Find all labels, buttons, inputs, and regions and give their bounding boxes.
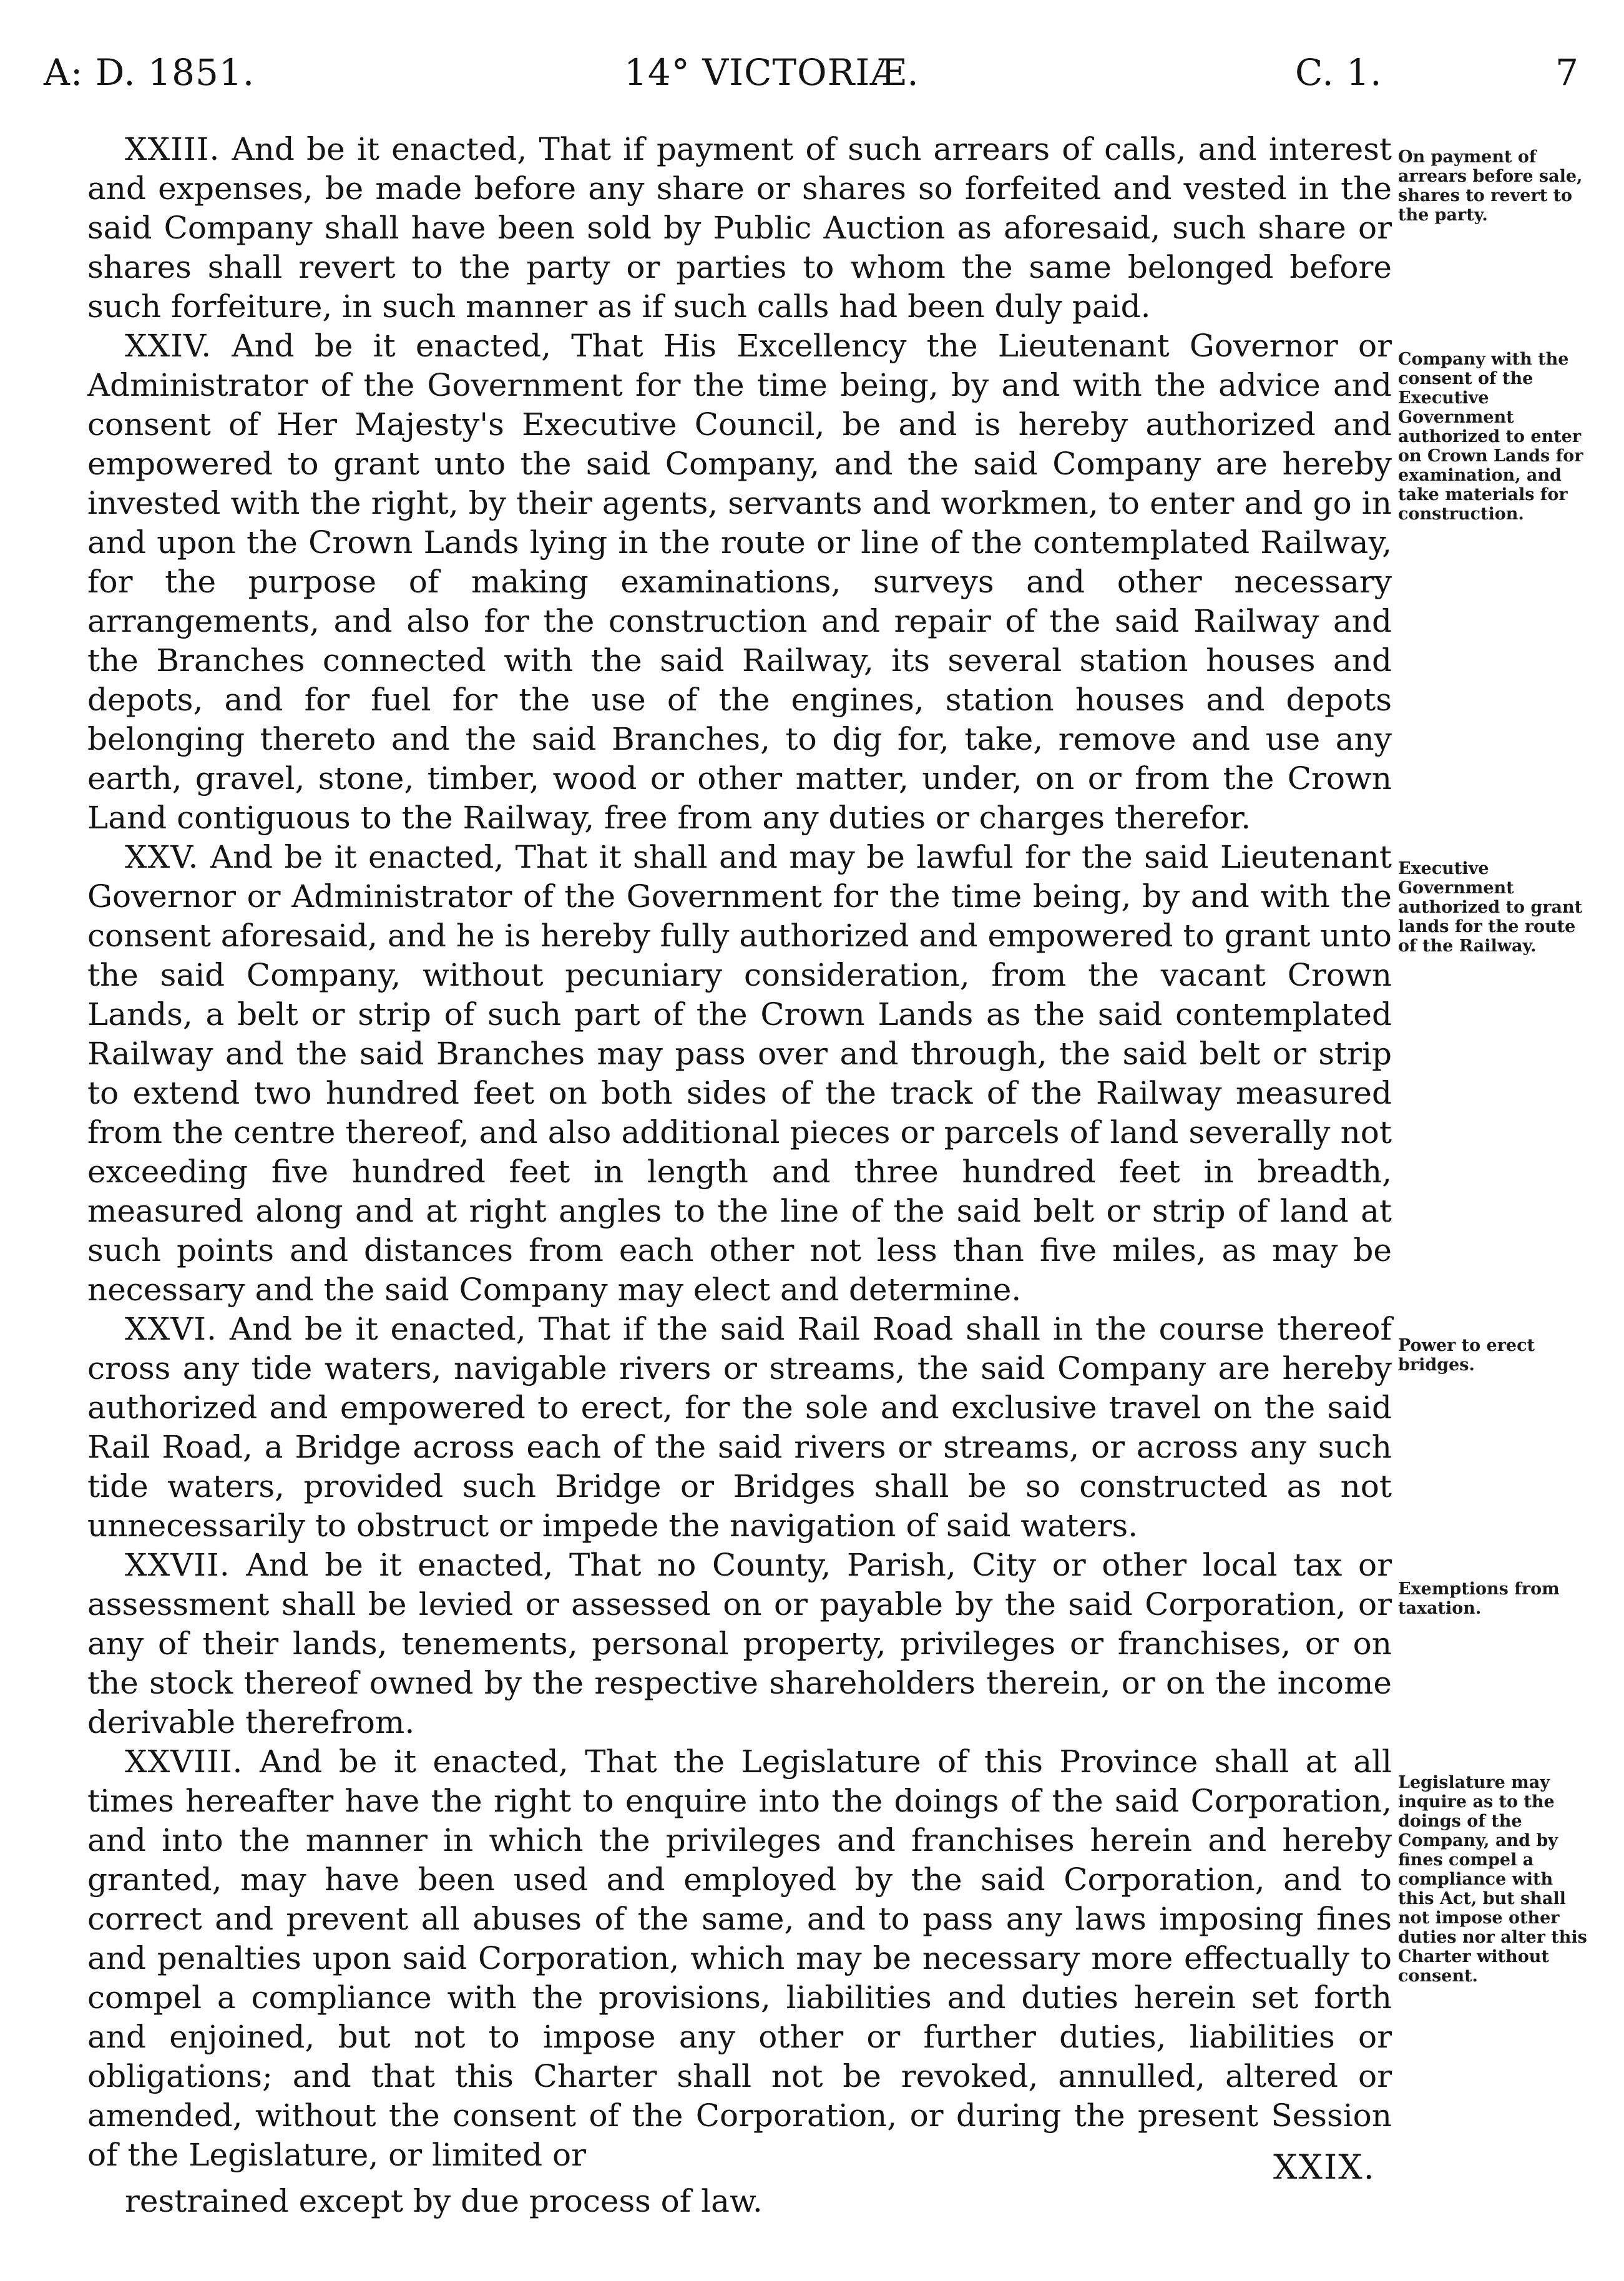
- section-text: And be it enacted, That if payment of such arrears of calls, and interest and expenses, be made before any share or shares so forfeited and vested in the said Company shall have been sold by Public Auction as aforesaid, such share or shares shall revert to the party or parties to whom the same belonged before such forfeiture, in such manner as if such calls had been duly paid.: [87, 131, 1392, 325]
- page-header: [44, 51, 1579, 107]
- section-text: And be it enacted, That if the said Rail Road shall in the course thereof cross any tide waters, navigable rivers or streams, the said Company are hereby authorized and empowered to erect, for the sole and exclusive travel on the said Rail Road, a Bridge across each of the said rivers or streams, or across any such tide waters, provided such Bridge or Bridges shall be so constructed as not unnecessarily to obstruct or impede the navigation of said waters.: [87, 1311, 1392, 1544]
- section-paragraph: [87, 1310, 1392, 1546]
- statute-body: [87, 130, 1392, 2175]
- margin-note-crown-lands-entry: Company with the consent of the Executive Government authorized to enter on Crown Lands for examination, and take materials for construction.: [1398, 350, 1583, 524]
- section-text: And be it enacted, That it shall and may be lawful for the said Lieutenant Governor or Administrator of the Government for the time being, by and with the consent aforesaid, and he is hereby fully authorized and empowered to grant unto the said Company, without pecuniary consideration, from the vacant Crown Lands, a belt or strip of such part of the Crown Lands as the said contemplated Railway and the said Branches may pass over and through, the said belt or strip to extend two hundred feet on both sides of the track of the Railway measured from the centre thereof, and also additional pieces or parcels of land severally not exceeding five hundred feet in length and three hundred feet in breadth, measured along and at right angles to the line of the said belt or strip of land at such points and distances from each other not less than five miles, as may be necessary and the said Company may elect and determine.: [87, 839, 1392, 1308]
- section-paragraph: [87, 130, 1392, 326]
- section-paragraph: [87, 838, 1392, 1310]
- margin-note-bridges: Power to erect bridges.: [1398, 1336, 1535, 1375]
- header-chapter: C. 1.: [1295, 51, 1382, 94]
- section-paragraph: [87, 1742, 1392, 2175]
- page-number: 7: [1555, 51, 1579, 94]
- section-number: XXIV.: [125, 328, 212, 364]
- header-regnal-year: 14° VICTORIÆ.: [624, 51, 919, 94]
- section-text: And be it enacted, That no County, Parish, City or other local tax or assessment shall be levied or assessed on or payable by the said Corporation, or any of their lands, tenements, personal property, privileges or franchises, or on the stock thereof owned by the respective shareholders therein, or on the income derivable therefrom.: [87, 1547, 1392, 1740]
- section-paragraph: [87, 326, 1392, 838]
- catchword: XXIX.: [1273, 2147, 1376, 2187]
- margin-note-legislature-inquiry: Legislature may inquire as to the doings of the Company, and by fines compel a compliance with this Act, but shall not impose other duties nor alter this Charter without consent.: [1398, 1773, 1587, 1986]
- margin-note-grant-lands: Executive Government authorized to grant lands for the route of the Railway.: [1398, 859, 1583, 956]
- section-number: XXVI.: [125, 1311, 217, 1347]
- section-number: XXVIII.: [125, 1744, 243, 1780]
- section-number: XXV.: [125, 839, 199, 875]
- section-text: And be it enacted, That the Legislature of this Province shall at all times hereafter have the right to enquire into the doings of the said Corporation, and into the manner in which the privileges and franchises herein and hereby granted, may have been used and employed by the said Corporation, and to correct and prevent all abuses of the same, and to pass any laws imposing fines and penalties upon said Corporation, which may be necessary more effectually to compel a compliance with the provisions, liabilities and duties herein set forth and enjoined, but not to impose any other or further duties, liabilities or obligations; and that this Charter shall not be revoked, annulled, altered or amended, without the consent of the Corporation, or during the present Session of the Legislature, or limited or: [87, 1744, 1392, 2173]
- final-line: restrained except by due process of law.: [125, 2183, 763, 2219]
- section-number: XXIII.: [125, 131, 220, 167]
- margin-note-tax-exemption: Exemptions from taxation.: [1398, 1579, 1560, 1618]
- section-number: XXVII.: [125, 1547, 230, 1583]
- header-year: A: D. 1851.: [44, 51, 255, 94]
- section-paragraph: [87, 1546, 1392, 1742]
- margin-note-revert-shares: On payment of arrears before sale, shares to revert to the party.: [1398, 147, 1583, 225]
- section-text: And be it enacted, That His Excellency the Lieutenant Governor or Administrator of the Government for the time being, by and with the advice and consent of Her Majesty's Executive Council, be and is hereby authorized and empowered to grant unto the said Company, and the said Company are hereby invested with the right, by their agents, servants and workmen, to enter and go in and upon the Crown Lands lying in the route or line of the contemplated Railway, for the purpose of making examinations, surveys and other necessary arrangements, and also for the construction and repair of the said Railway and the Branches connected with the said Railway, its several station houses and depots, and for fuel for the use of the engines, station houses and depots belonging thereto and the said Branches, to dig for, take, remove and use any earth, gravel, stone, timber, wood or other matter, under, on or from the Crown Land contiguous to the Railway, free from any duties or charges therefor.: [87, 328, 1392, 836]
